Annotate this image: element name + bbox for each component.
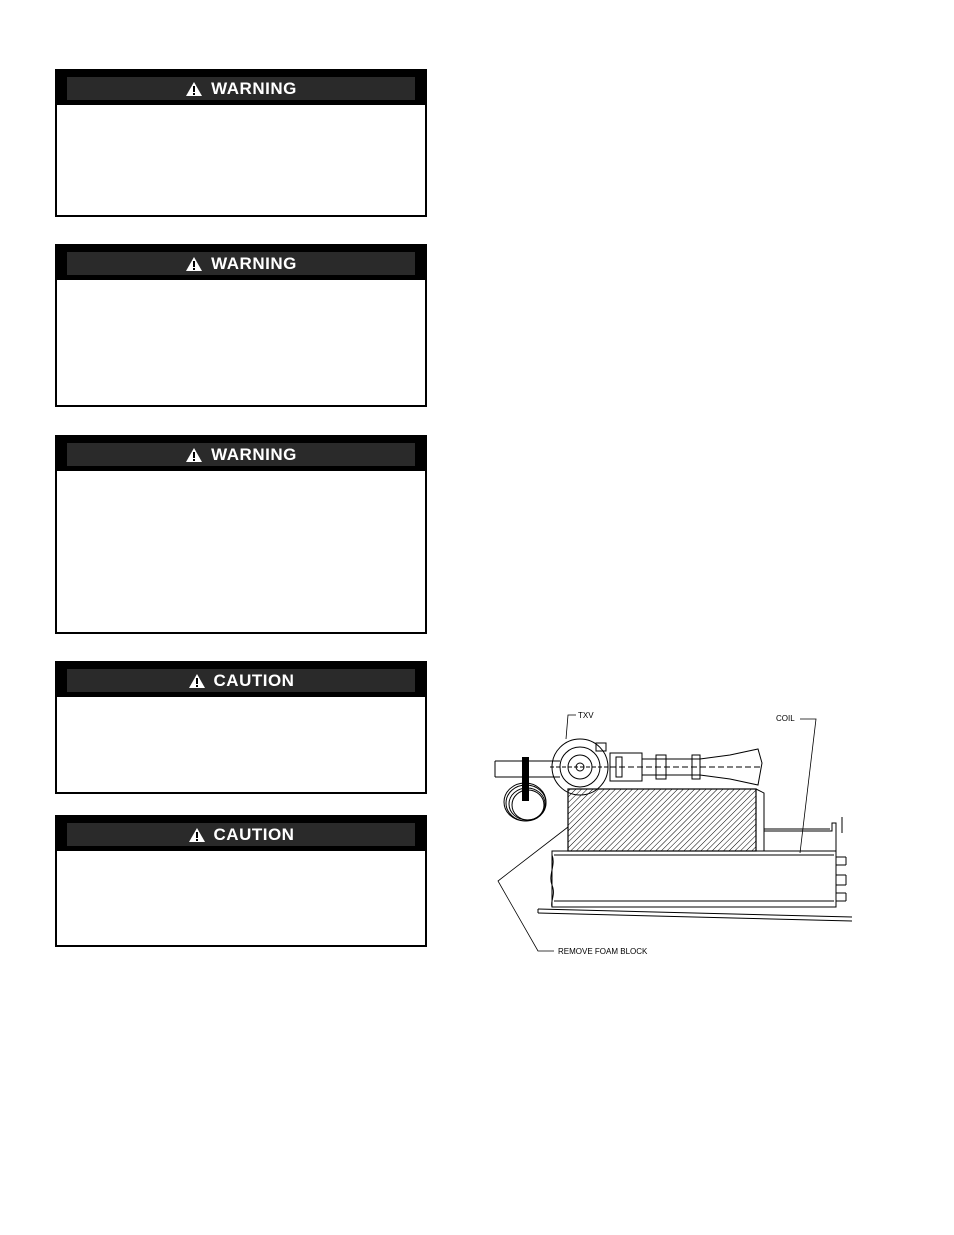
notice-title: CAUTION — [213, 670, 295, 690]
valve-fittings — [610, 749, 762, 785]
foam-block — [568, 789, 756, 851]
txv-foam-block-figure — [490, 705, 870, 965]
warning-triangle-icon — [185, 81, 203, 97]
warning-box-3 — [55, 435, 427, 634]
warning-triangle-icon — [185, 447, 203, 463]
caution-bar — [67, 823, 415, 846]
caution-header — [57, 663, 425, 697]
warning-box-1 — [55, 69, 427, 217]
warning-bar — [67, 252, 415, 275]
clamp-strap — [522, 757, 529, 801]
label-remove-foam-block: REMOVE FOAM BLOCK — [558, 947, 648, 956]
warning-triangle-icon — [185, 256, 203, 272]
label-txv: TXV — [578, 711, 594, 720]
warning-triangle-icon — [188, 673, 206, 689]
notice-title: WARNING — [211, 78, 297, 98]
label-coil: COIL — [776, 714, 795, 723]
figure-drawing — [490, 705, 870, 965]
txv-valve — [550, 739, 610, 795]
caution-box-2 — [55, 815, 427, 947]
notice-title: WARNING — [211, 253, 297, 273]
warning-header — [57, 71, 425, 105]
caution-bar — [67, 669, 415, 692]
notice-title: WARNING — [211, 444, 297, 464]
warning-triangle-icon — [188, 827, 206, 843]
warning-header — [57, 437, 425, 471]
warning-header — [57, 246, 425, 280]
notice-title: CAUTION — [213, 824, 295, 844]
warning-bar — [67, 443, 415, 466]
caution-box-1 — [55, 661, 427, 794]
caution-header — [57, 817, 425, 851]
warning-bar — [67, 77, 415, 100]
warning-box-2 — [55, 244, 427, 407]
